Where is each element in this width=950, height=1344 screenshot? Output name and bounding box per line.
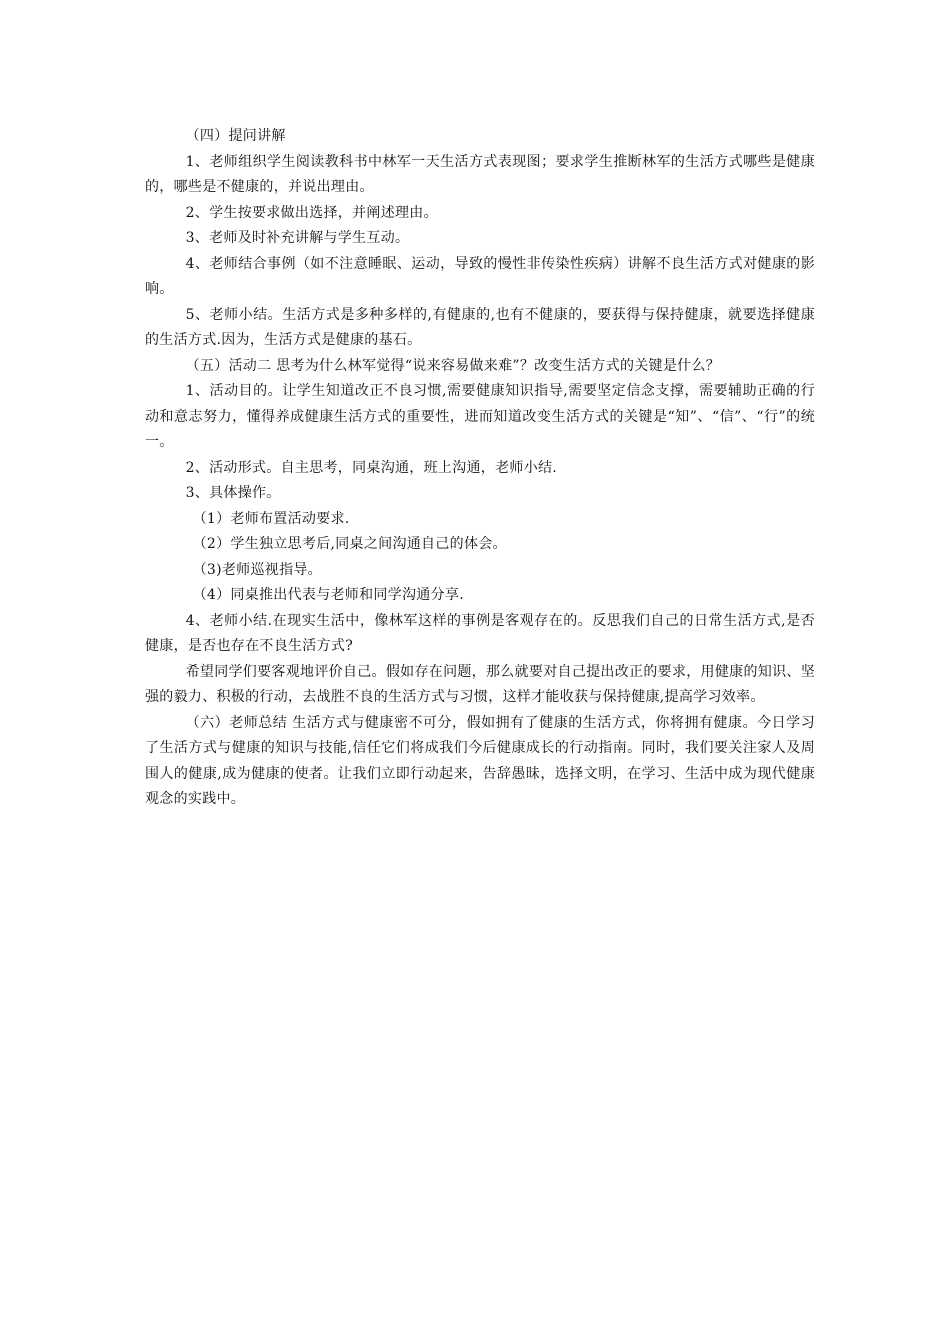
document-page [145,124,815,813]
paragraph: 5、老师小结。生活方式是多种多样的,有健康的,也有不健康的，要获得与保持健康，就要选择健康的生活方式.因为，生活方式是健康的基石。 [145,306,815,348]
paragraph: 1、活动目的。让学生知道改正不良习惯,需要健康知识指导,需要坚定信念支撑，需要辅助正确的行动和意志努力，懂得养成健康生活方式的重要性，进而知道改变生活方式的关键是“知”、“信”、“行”的统一。 [145,383,815,450]
paragraph: 4、老师结合事例（如不注意睡眠、运动，导致的慢性非传染性疾病）讲解不良生活方式对健康的影响。 [145,255,815,297]
list-item: （1）老师布置活动要求. [192,510,350,527]
paragraph: 2、学生按要求做出选择，并阐述理由。 [185,204,438,221]
paragraph: 4、老师小结.在现实生活中，像林军这样的事例是客观存在的。反思我们自己的日常生活方式,是否健康，是否也存在不良生活方式? [145,612,815,654]
paragraph: 希望同学们要客观地评价自己。假如存在问题，那么就要对自己提出改正的要求，用健康的知识、坚强的毅力、积极的行动，去战胜不良的生活方式与习惯，这样才能收获与保持健康,提高学习效率。 [145,663,815,705]
paragraph: 1、老师组织学生阅读教科书中林军一天生活方式表现图；要求学生推断林军的生活方式哪些是健康的，哪些是不健康的，并说出理由。 [145,153,815,195]
list-item: （2）学生独立思考后,同桌之间沟通自己的体会。 [192,536,507,552]
list-item: （4）同桌推出代表与老师和同学沟通分享. [192,587,464,603]
paragraph: 2、活动形式。自主思考，同桌沟通，班上沟通，老师小结. [185,459,558,476]
section-heading-4: （四）提问讲解 [185,128,286,144]
section-heading-6: （六）老师总结 生活方式与健康密不可分，假如拥有了健康的生活方式，你将拥有健康。今日学习了生活方式与健康的知识与技能,信任它们将成我们今后健康成长的行动指南。同时，我们要关注家人及周围人的健康,成为健康的使者。让我们立即行动起来，告辞愚昧，选择文明，在学习、生活中成为现代健康观念的实践中。 [145,714,815,807]
list-item: （3)老师巡视指导。 [192,561,322,578]
paragraph: 3、老师及时补充讲解与学生互动。 [185,230,410,246]
section-heading-5: （五）活动二 思考为什么林军觉得“说来容易做来难”？改变生活方式的关键是什么？ [185,357,721,374]
paragraph: 3、具体操作。 [185,485,281,501]
